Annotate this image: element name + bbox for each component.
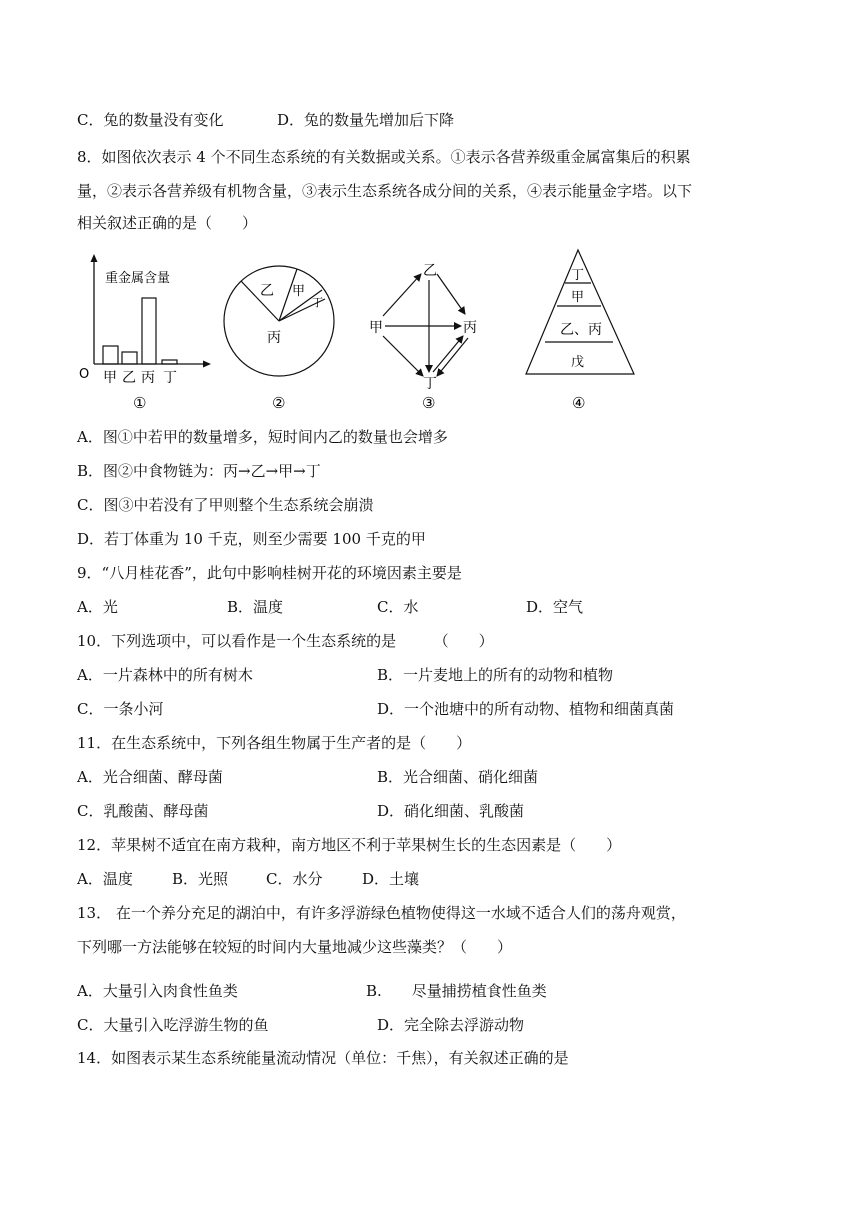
q13-stem-line-1: 13． 在一个养分充足的湖泊中，有许多浮游绿色植物使得这一水域不适合人们的荡舟观赏，: [77, 904, 686, 922]
q8-option-b: B．图②中食物链为：丙→乙→甲→丁: [77, 462, 321, 480]
q10-stem: 10．下列选项中，可以看作是一个生态系统的是 （ ）: [77, 632, 494, 650]
q8-stem-line-2: 量，②表示各营养级有机物含量，③表示生态系统各成分间的关系，④表示能量金字塔。以下: [77, 182, 693, 200]
q8-option-d: D．若丁体重为 10 千克，则至少需要 100 千克的甲: [77, 530, 426, 548]
q12-option-a: A．温度: [77, 870, 133, 888]
q12-option-d: D．土壤: [362, 870, 420, 888]
q11-option-d: D．硝化细菌、乳酸菌: [377, 802, 525, 820]
q13-option-c: C．大量引入吃浮游生物的鱼: [77, 1016, 269, 1034]
q9-option-a: A．光: [77, 598, 118, 616]
q11-stem: 11．在生态系统中，下列各组生物属于生产者的是（ ）: [77, 734, 472, 752]
figure-4-level-yi-bing: 乙、丙: [560, 322, 602, 338]
q10-option-c: C．一条小河: [77, 700, 164, 718]
q10-option-d: D．一个池塘中的所有动物、植物和细菌真菌: [377, 700, 675, 718]
figure-1-cat-ding: 丁: [163, 370, 177, 386]
figure-2-caption: ②: [272, 394, 286, 412]
bar-jia: [103, 346, 118, 364]
q11-option-c: C．乳酸菌、酵母菌: [77, 802, 209, 820]
figure-3-label-yi: 乙: [423, 263, 437, 279]
q12-option-b: B．光照: [172, 870, 229, 888]
q7-option-d: D．兔的数量先增加后下降: [277, 111, 455, 129]
q10-option-b: B．一片麦地上的所有的动物和植物: [377, 666, 614, 684]
figure-3-label-jia: 甲: [369, 320, 383, 336]
q9-stem: 9．“八月桂花香”，此句中影响桂树开花的环境因素主要是: [77, 564, 462, 582]
q14-stem: 14．如图表示某生态系统能量流动情况（单位：千焦），有关叙述正确的是: [77, 1049, 569, 1067]
q12-stem: 12．苹果树不适宜在南方栽种，南方地区不利于苹果树生长的生态因素是（ ）: [77, 836, 622, 854]
figure-3-label-ding: 丁: [423, 376, 437, 392]
bar-bing: [142, 298, 156, 364]
q11-option-b: B．光合细菌、硝化细菌: [377, 768, 539, 786]
q12-option-c: C．水分: [266, 870, 323, 888]
figure-1-cat-jia: 甲: [103, 370, 117, 386]
q13-option-b: B. 尽量捕捞植食性鱼类: [366, 982, 547, 1000]
figure-2-label-yi: 乙: [260, 283, 274, 299]
figure-1-origin: O: [79, 367, 90, 382]
figure-2-label-ding: 丁: [312, 296, 323, 309]
q7-option-c: C．兔的数量没有变化: [77, 111, 224, 129]
bar-yi: [122, 352, 137, 364]
figure-2-pie-chart: [222, 248, 337, 416]
figure-4-level-ding: 丁: [571, 268, 585, 283]
figure-2-label-bing: 丙: [267, 330, 281, 346]
q8-option-a: A．图①中若甲的数量增多，短时间内乙的数量也会增多: [77, 428, 448, 446]
figure-4-level-wu: 戊: [571, 355, 585, 370]
q13-stem-line-2: 下列哪一方法能够在较短的时间内大量地减少这些藻类？（ ）: [77, 938, 513, 956]
q8-stem-line-1: 8．如图依次表示 4 个不同生态系统的有关数据或关系。①表示各营养级重金属富集后的积累: [77, 148, 691, 166]
q13-option-d: D．完全除去浮游动物: [377, 1016, 525, 1034]
figure-4-energy-pyramid: [522, 248, 647, 416]
q8-figures: [77, 248, 677, 416]
figure-3-caption: ③: [422, 394, 436, 412]
q8-option-c: C．图③中若没有了甲则整个生态系统会崩溃: [77, 496, 374, 514]
figure-1-cat-bing: 丙: [141, 370, 155, 386]
figure-4-caption: ④: [572, 394, 586, 412]
q9-option-c: C．水: [377, 598, 419, 616]
q13-option-a: A．大量引入肉食性鱼类: [77, 982, 238, 1000]
figure-1-cat-yi: 乙: [122, 370, 136, 386]
figure-4-level-jia: 甲: [571, 290, 585, 305]
figure-3-label-bing: 丙: [463, 320, 477, 336]
q10-option-a: A．一片森林中的所有树木: [77, 666, 253, 684]
figure-3-relation-diagram: [367, 248, 487, 416]
figure-1-ylabel: 重金属含量: [105, 271, 171, 286]
q11-option-a: A．光合细菌、酵母菌: [77, 768, 223, 786]
figure-1-caption: ①: [133, 394, 147, 412]
q8-stem-line-3: 相关叙述正确的是（ ）: [77, 214, 258, 232]
q9-option-b: B．温度: [227, 598, 284, 616]
q9-option-d: D．空气: [526, 598, 584, 616]
figure-2-label-jia: 甲: [292, 284, 306, 299]
figure-1-bar-chart: [77, 248, 217, 416]
